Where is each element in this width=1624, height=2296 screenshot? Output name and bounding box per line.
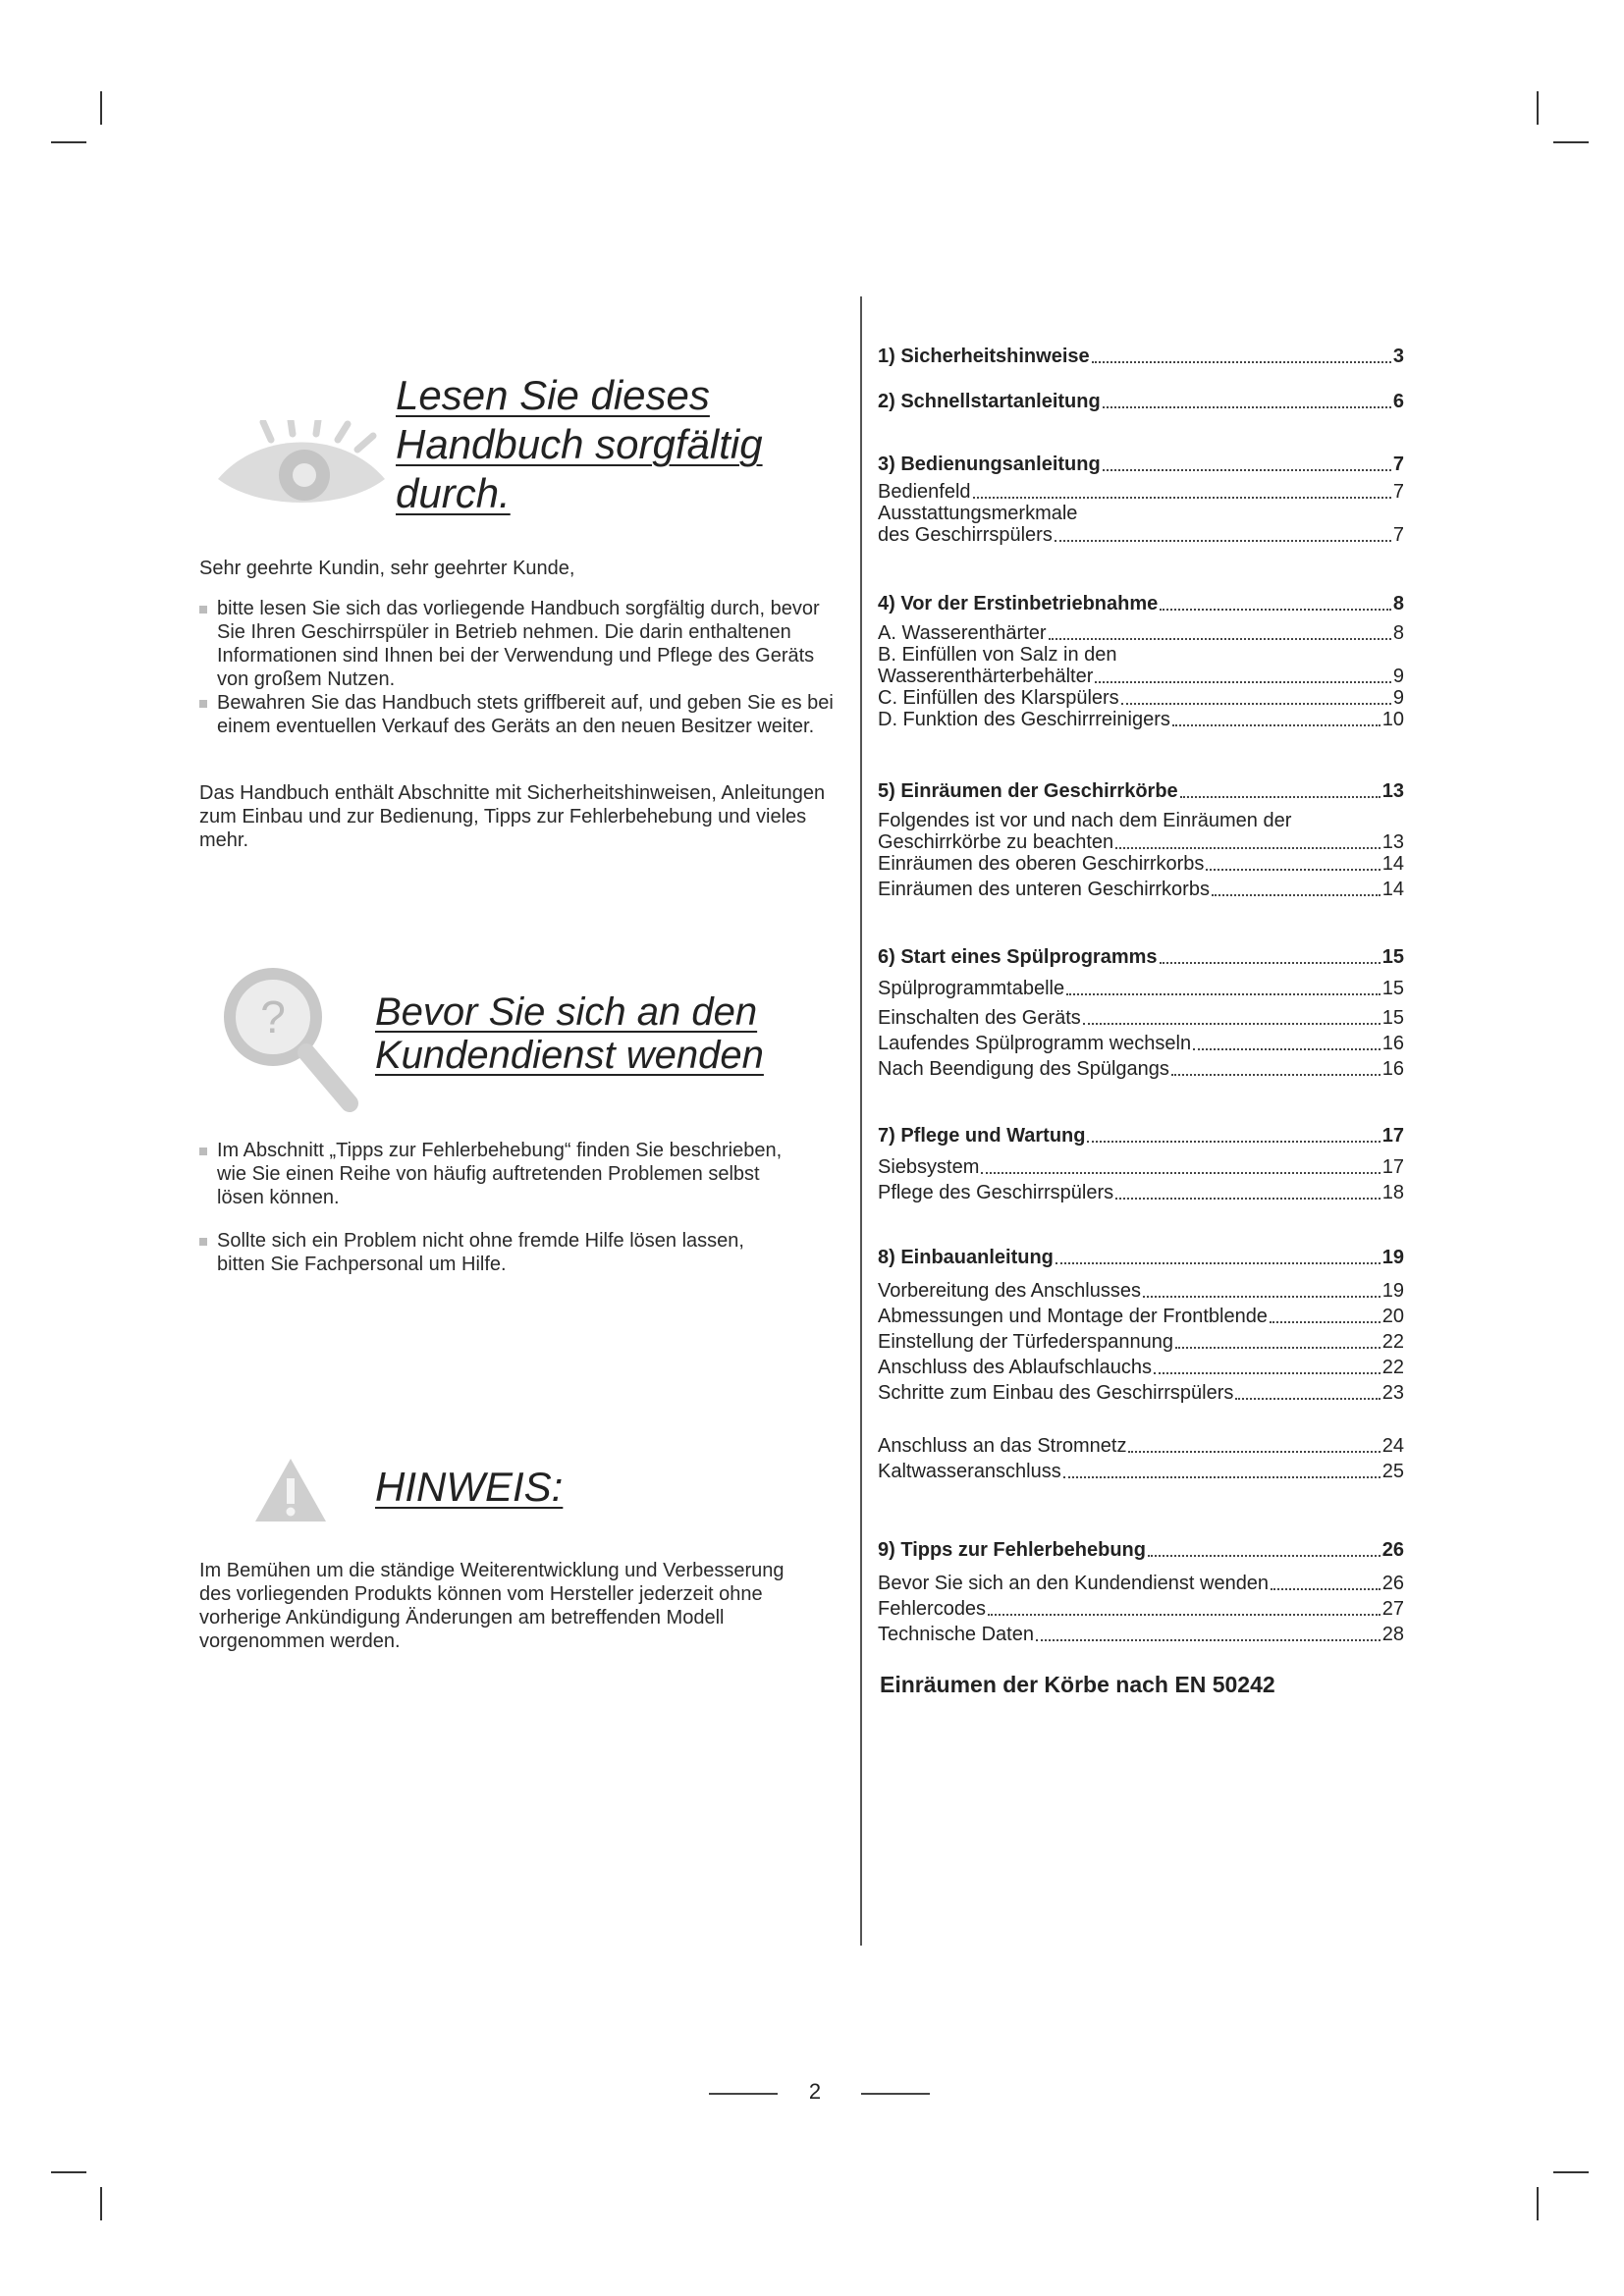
toc-entry-label: 6) Start eines Spülprogramms: [878, 946, 1158, 968]
toc-page-number: 22: [1381, 1357, 1404, 1378]
toc-dot-leader: [1270, 1321, 1380, 1323]
toc-dot-leader: [1160, 609, 1391, 611]
toc-entry[interactable]: [878, 810, 1404, 831]
toc-dot-leader: [1056, 1262, 1380, 1264]
toc-entry[interactable]: [878, 709, 1404, 730]
column-divider: [860, 296, 862, 1946]
crop-mark: [100, 2187, 102, 2220]
toc-entry[interactable]: [878, 346, 1404, 367]
toc-page-number: 15: [1381, 978, 1404, 999]
customer-service-heading: Bevor Sie sich an den Kundendienst wenden: [375, 990, 764, 1077]
toc-page-number: 19: [1381, 1280, 1404, 1302]
toc-entry[interactable]: [878, 1357, 1404, 1378]
toc-entry[interactable]: [878, 978, 1404, 999]
toc-entry[interactable]: [878, 454, 1404, 475]
crop-mark: [1553, 141, 1589, 143]
toc-dot-leader: [1055, 540, 1391, 542]
read-manual-heading: Lesen Sie dieses Handbuch sorgfältig durch.: [396, 372, 763, 516]
toc-page-number: 20: [1381, 1306, 1404, 1327]
toc-page-number: 13: [1381, 831, 1404, 853]
toc-entry[interactable]: [878, 1435, 1404, 1457]
eye-icon: [210, 420, 393, 508]
toc-dot-leader: [1175, 1347, 1380, 1349]
toc-entry[interactable]: [878, 1539, 1404, 1561]
toc-entry-label: Technische Daten: [878, 1624, 1034, 1645]
toc-dot-leader: [1115, 847, 1380, 849]
crop-mark: [51, 141, 86, 143]
notice-paragraph: Im Bemühen um die ständige Weiterentwicklung und Verbesserung des vorliegenden Produkts können vom Hersteller jederzeit ohne vorherige Ankündigung Änderungen am betreffenden Modell vorgenommen werden.: [199, 1560, 785, 1652]
svg-text:?: ?: [260, 991, 286, 1042]
page-number: 2: [808, 2079, 822, 2104]
toc-entry-label: B. Einfüllen von Salz in den: [878, 644, 1117, 666]
toc-entry[interactable]: [878, 946, 1404, 968]
toc-dot-leader: [1160, 962, 1380, 964]
toc-entry-label: A. Wasserenthärter: [878, 622, 1047, 644]
toc-dot-leader: [1083, 1023, 1380, 1025]
toc-entry-label: Einräumen des unteren Geschirrkorbs: [878, 879, 1210, 900]
toc-entry[interactable]: [878, 503, 1404, 524]
toc-entry-label: 9) Tipps zur Fehlerbehebung: [878, 1539, 1146, 1561]
notice-heading: HINWEIS:: [375, 1464, 564, 1510]
toc-entry[interactable]: [878, 1280, 1404, 1302]
crop-mark: [100, 91, 102, 125]
toc-entry-label: Kaltwasseranschluss: [878, 1461, 1061, 1482]
toc-group: [878, 346, 1404, 367]
toc-dot-leader: [1049, 638, 1391, 640]
handbook-paragraph: Das Handbuch enthält Abschnitte mit Sicherheitshinweisen, Anleitungen zum Einbau und zur Bedienung, Tipps zur Fehlerbehebung und vieles mehr.: [199, 782, 826, 851]
toc-page-number: 15: [1381, 946, 1404, 968]
toc-entry-label: Schritte zum Einbau des Geschirrspülers: [878, 1382, 1234, 1404]
toc-dot-leader: [1148, 1555, 1380, 1557]
toc-entry-label: Einräumen des oberen Geschirrkorbs: [878, 853, 1205, 875]
toc-dot-leader: [1172, 724, 1380, 726]
toc-entry-label: Nach Beendigung des Spülgangs: [878, 1058, 1169, 1080]
toc-dot-leader: [1206, 869, 1380, 871]
toc-entry[interactable]: [878, 1331, 1404, 1353]
toc-entry[interactable]: [878, 666, 1404, 687]
toc-dot-leader: [988, 1614, 1380, 1616]
toc-page-number: 17: [1381, 1156, 1404, 1178]
toc-group: [878, 1247, 1404, 1404]
toc-entry[interactable]: [878, 879, 1404, 900]
toc-group: [878, 593, 1404, 736]
toc-dot-leader: [1063, 1476, 1380, 1478]
footer-rule-right: [861, 2093, 930, 2095]
toc-entry-label: 1) Sicherheitshinweise: [878, 346, 1090, 367]
toc-page-number: 13: [1381, 780, 1404, 802]
toc-dot-leader: [1128, 1451, 1380, 1453]
toc-page-number: 14: [1381, 853, 1404, 875]
toc-entry[interactable]: [878, 1033, 1404, 1054]
toc-dot-leader: [973, 497, 1391, 499]
toc-entry-label: Laufendes Spülprogramm wechseln: [878, 1033, 1192, 1054]
list-item: Sollte sich ein Problem nicht ohne fremde Hilfe lösen lassen, bitten Sie Fachpersonal um Hilfe.: [199, 1229, 788, 1276]
toc-page-number: 9: [1392, 666, 1404, 687]
toc-entry-label: 5) Einräumen der Geschirrkörbe: [878, 780, 1178, 802]
toc-dot-leader: [1087, 1141, 1380, 1143]
toc-page-number: 15: [1381, 1007, 1404, 1029]
greeting: Sehr geehrte Kundin, sehr geehrter Kunde,: [199, 558, 575, 579]
toc-page-number: 10: [1381, 709, 1404, 730]
toc-group: [878, 1435, 1404, 1482]
toc-dot-leader: [1103, 469, 1391, 471]
toc-page-number: 6: [1392, 391, 1404, 412]
toc-entry[interactable]: [878, 1007, 1404, 1029]
magnifier-question-icon: [216, 962, 363, 1119]
toc-entry[interactable]: [878, 1058, 1404, 1080]
toc-group: [878, 454, 1404, 546]
toc-dot-leader: [1095, 681, 1391, 683]
toc-entry[interactable]: [878, 687, 1404, 709]
toc-entry[interactable]: [878, 1125, 1404, 1147]
list-item: bitte lesen Sie sich das vorliegende Handbuch sorgfältig durch, bevor Sie Ihren Geschirrspüler in Betrieb nehmen. Die darin enthaltenen Informationen sind Ihnen bei der Verwendung und Pflege des Geräts von großem Nutzen.: [199, 597, 847, 691]
toc-dot-leader: [1171, 1074, 1380, 1076]
toc-entry-label: Geschirrkörbe zu beachten: [878, 831, 1114, 853]
toc-page-number: 7: [1392, 454, 1404, 475]
toc-page-number: 17: [1381, 1125, 1404, 1147]
toc-group: [878, 1539, 1404, 1645]
list-item: Bewahren Sie das Handbuch stets griffbereit auf, und geben Sie es bei einem eventuellen Verkauf des Geräts an den neuen Besitzer weiter.: [199, 691, 847, 738]
toc-dot-leader: [1154, 1372, 1380, 1374]
toc-page-number: 19: [1381, 1247, 1404, 1268]
toc-page-number: 18: [1381, 1182, 1404, 1203]
toc-entry[interactable]: [878, 1182, 1404, 1203]
toc-entry[interactable]: [878, 1306, 1404, 1327]
toc-dot-leader: [1066, 993, 1380, 995]
toc-group: [878, 391, 1404, 412]
toc-page-number: 28: [1381, 1624, 1404, 1645]
toc-dot-leader: [1036, 1639, 1380, 1641]
toc-page-number: 16: [1381, 1058, 1404, 1080]
toc-entry-label: Spülprogrammtabelle: [878, 978, 1065, 999]
service-bullet-list: [199, 1139, 788, 1276]
toc-entry[interactable]: [878, 644, 1404, 666]
toc-page-number: 16: [1381, 1033, 1404, 1054]
bullet-square-icon: [199, 1148, 207, 1155]
toc-dot-leader: [1193, 1048, 1380, 1050]
toc-entry[interactable]: [878, 524, 1404, 546]
toc-dot-leader: [1092, 361, 1391, 363]
toc-entry-label: Bevor Sie sich an den Kundendienst wenden: [878, 1573, 1270, 1594]
toc-page-number: 22: [1381, 1331, 1404, 1353]
toc-entry-label: Fehlercodes: [878, 1598, 987, 1620]
toc-entry-label: Vorbereitung des Anschlusses: [878, 1280, 1141, 1302]
toc-dot-leader: [1180, 796, 1380, 798]
toc-dot-leader: [1271, 1588, 1380, 1590]
toc-entry[interactable]: [878, 391, 1404, 412]
toc-entry-label: D. Funktion des Geschirrreinigers: [878, 709, 1170, 730]
toc-page-number: 25: [1381, 1461, 1404, 1482]
toc-entry-label: Siebsystem: [878, 1156, 980, 1178]
toc-entry-label: 2) Schnellstartanleitung: [878, 391, 1101, 412]
toc-page-number: 27: [1381, 1598, 1404, 1620]
toc-dot-leader: [1121, 703, 1391, 705]
intro-bullet-list: [199, 597, 847, 738]
bullet-square-icon: [199, 606, 207, 614]
toc-entry[interactable]: [878, 622, 1404, 644]
toc-page-number: 7: [1392, 481, 1404, 503]
toc-dot-leader: [1103, 406, 1391, 408]
toc-dot-leader: [981, 1172, 1380, 1174]
toc-entry-label: Wasserenthärterbehälter: [878, 666, 1094, 687]
toc-entry[interactable]: [878, 780, 1404, 802]
toc-dot-leader: [1235, 1398, 1380, 1400]
toc-page-number: 3: [1392, 346, 1404, 367]
toc-entry-label: 3) Bedienungsanleitung: [878, 454, 1101, 475]
toc-entry[interactable]: [878, 593, 1404, 614]
toc-group: [878, 946, 1404, 1080]
toc-dot-leader: [1212, 894, 1380, 896]
toc-entry[interactable]: [878, 1247, 1404, 1268]
toc-entry-label: Folgendes ist vor und nach dem Einräumen der: [878, 810, 1292, 831]
toc-entry[interactable]: [878, 1156, 1404, 1178]
crop-mark: [51, 2171, 86, 2173]
toc-entry-label: Anschluss an das Stromnetz: [878, 1435, 1127, 1457]
toc-group: [878, 1125, 1404, 1203]
toc-page-number: 8: [1392, 622, 1404, 644]
toc-entry-label: Ausstattungsmerkmale: [878, 503, 1078, 524]
toc-entry-label: Einstellung der Türfederspannung: [878, 1331, 1173, 1353]
toc-page-number: 23: [1381, 1382, 1404, 1404]
toc-page-number: 24: [1381, 1435, 1404, 1457]
toc-page-number: 7: [1392, 524, 1404, 546]
toc-entry-label: Einschalten des Geräts: [878, 1007, 1081, 1029]
toc-dot-leader: [1143, 1296, 1380, 1298]
toc-entry[interactable]: [878, 481, 1404, 503]
toc-page-number: 8: [1392, 593, 1404, 614]
toc-final-entry: Einräumen der Körbe nach EN 50242: [880, 1672, 1275, 1697]
toc-entry[interactable]: [878, 831, 1404, 853]
toc-entry-label: Abmessungen und Montage der Frontblende: [878, 1306, 1268, 1327]
toc-entry-label: des Geschirrspülers: [878, 524, 1053, 546]
toc-entry[interactable]: [878, 1461, 1404, 1482]
crop-mark: [1553, 2171, 1589, 2173]
toc-page-number: 26: [1381, 1573, 1404, 1594]
footer-rule-left: [709, 2093, 778, 2095]
bullet-square-icon: [199, 1238, 207, 1246]
toc-page-number: 14: [1381, 879, 1404, 900]
toc-page-number: 9: [1392, 687, 1404, 709]
toc-entry[interactable]: [878, 853, 1404, 875]
bullet-square-icon: [199, 700, 207, 708]
page-footer: [0, 2079, 1624, 2109]
toc-entry-label: C. Einfüllen des Klarspülers: [878, 687, 1119, 709]
toc-entry[interactable]: [878, 1382, 1404, 1404]
toc-page-number: 26: [1381, 1539, 1404, 1561]
toc-entry-label: Anschluss des Ablaufschlauchs: [878, 1357, 1153, 1378]
toc-entry-label: 8) Einbauanleitung: [878, 1247, 1054, 1268]
toc-entry-label: 7) Pflege und Wartung: [878, 1125, 1086, 1147]
toc-entry[interactable]: [878, 1624, 1404, 1645]
list-item: Im Abschnitt „Tipps zur Fehlerbehebung“ finden Sie beschrieben, wie Sie einen Reihe von häufig auftretenden Problemen selbst lösen können.: [199, 1139, 788, 1209]
warning-icon: [251, 1455, 330, 1525]
crop-mark: [1537, 2187, 1539, 2220]
crop-mark: [1537, 91, 1539, 125]
toc-entry-label: Bedienfeld: [878, 481, 971, 503]
toc-dot-leader: [1115, 1198, 1380, 1200]
toc-entry[interactable]: [878, 1573, 1404, 1594]
toc-group: [878, 780, 1404, 900]
toc-entry-label: 4) Vor der Erstinbetriebnahme: [878, 593, 1159, 614]
toc-entry-label: Pflege des Geschirrspülers: [878, 1182, 1114, 1203]
toc-entry[interactable]: [878, 1598, 1404, 1620]
